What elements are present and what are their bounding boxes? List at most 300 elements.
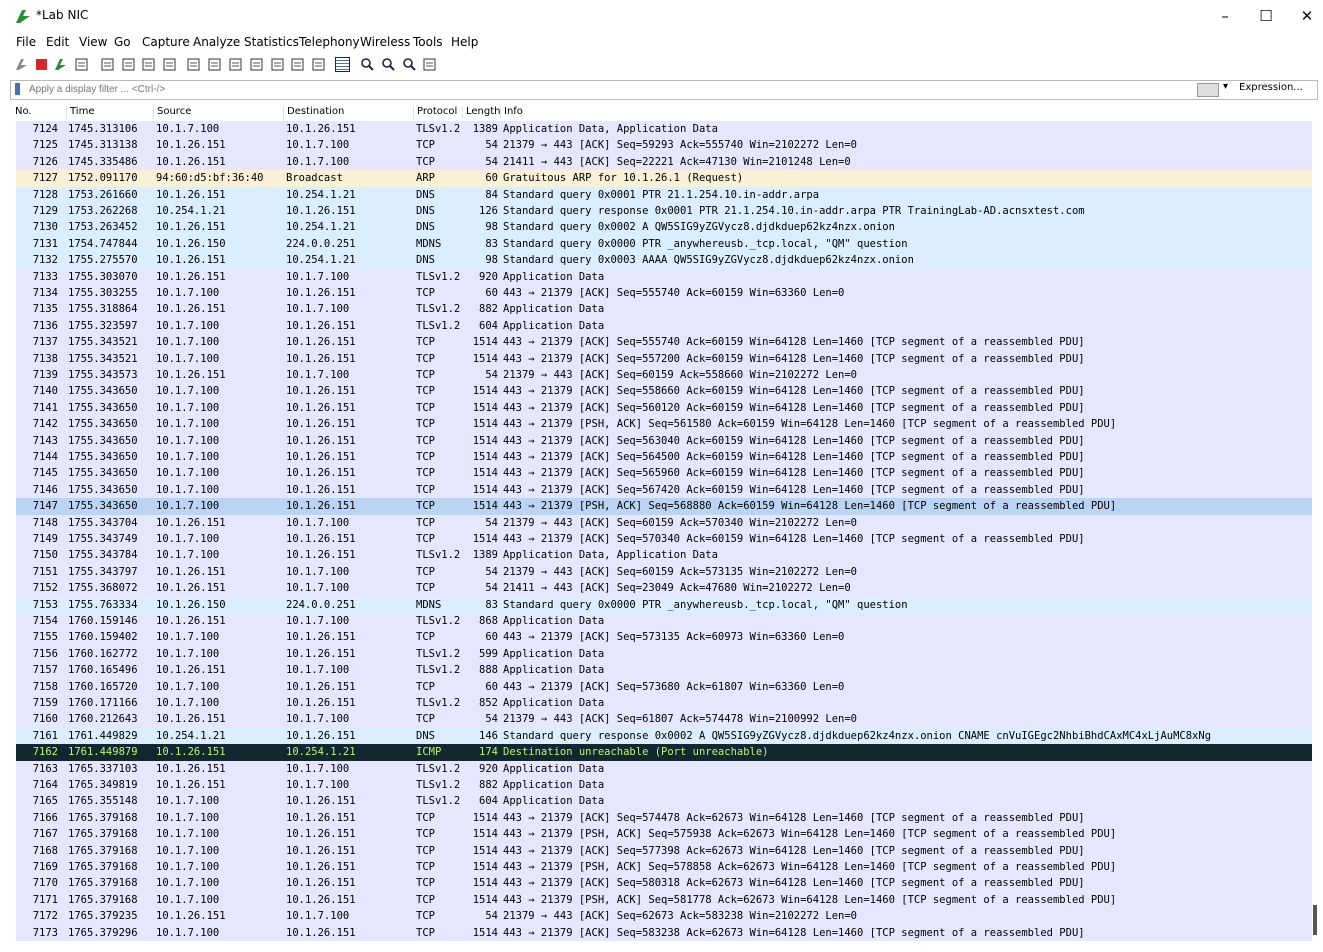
column-header-destination[interactable]: Destination (283, 106, 344, 119)
packet-number: 7137 (32, 336, 58, 349)
packet-row[interactable] (16, 236, 1312, 252)
packet-row[interactable] (16, 761, 1312, 777)
packet-source: 10.1.26.151 (156, 582, 226, 595)
packet-protocol: TCP (416, 418, 435, 431)
packet-list-header (0, 104, 1323, 121)
packet-source: 10.1.7.100 (156, 401, 220, 414)
packet-source: 10.1.7.100 (156, 451, 220, 463)
packet-time: 1755.343650 (68, 483, 138, 496)
reload-icon[interactable] (162, 57, 177, 72)
stop-icon[interactable] (34, 57, 49, 72)
packet-destination: 10.1.7.100 (286, 139, 350, 152)
packet-protocol: TLSv1.2 (416, 795, 461, 808)
packet-source: 10.1.7.100 (156, 828, 220, 841)
packet-info: 443 → 21379 [ACK] Seq=577398 Ack=62673 Win=64128 Len=1460 [TCP segment of a reassembled PDU] (503, 844, 1085, 857)
packet-info: Application Data (503, 779, 605, 791)
packet-length: 1514 (472, 401, 498, 414)
packet-time: 1755.343650 (68, 451, 138, 463)
packet-info: 443 → 21379 [ACK] Seq=573135 Ack=60973 Win=63360 Len=0 (503, 631, 845, 644)
packet-info: 443 → 21379 [ACK] Seq=564500 Ack=60159 Win=64128 Len=1460 [TCP segment of a reassembled PDU] (503, 451, 1085, 463)
filter-bookmark-icon[interactable] (15, 83, 20, 95)
packet-length: 1514 (472, 418, 498, 431)
packet-destination: 10.254.1.21 (286, 221, 356, 234)
packet-source: 10.1.7.100 (156, 385, 220, 398)
packet-number: 7164 (32, 779, 58, 791)
column-header-protocol[interactable]: Protocol (413, 106, 457, 119)
close-button[interactable]: ✕ (1300, 7, 1314, 25)
packet-length: 1514 (472, 926, 498, 939)
packet-source: 10.1.7.100 (156, 811, 220, 824)
packet-protocol: TLSv1.2 (416, 549, 461, 562)
display-filter-bar (10, 80, 1318, 100)
packet-protocol: TCP (416, 582, 435, 595)
packet-time: 1753.263452 (68, 221, 138, 234)
packet-row[interactable] (16, 498, 1312, 514)
menu-telephony[interactable]: Telephony (299, 35, 360, 49)
packet-info: 443 → 21379 [ACK] Seq=583238 Ack=62673 Win=64128 Len=1460 [TCP segment of a reassembled PDU] (503, 926, 1085, 939)
packet-number: 7141 (32, 401, 58, 414)
packet-row[interactable] (16, 416, 1312, 432)
packet-source: 10.254.1.21 (156, 729, 226, 742)
packet-info: 443 → 21379 [ACK] Seq=558660 Ack=60159 Win=64128 Len=1460 [TCP segment of a reassembled PDU] (503, 385, 1085, 398)
packet-time: 1755.323597 (68, 319, 138, 332)
packet-source: 10.1.26.151 (156, 270, 226, 283)
display-filter-input[interactable] (29, 82, 1179, 96)
packet-destination: 10.1.26.151 (286, 319, 356, 332)
packet-source: 10.1.26.151 (156, 615, 226, 627)
packet-row[interactable] (16, 170, 1312, 186)
packet-number: 7129 (32, 205, 58, 217)
packet-length: 1514 (472, 893, 498, 906)
packet-protocol: TCP (416, 680, 435, 693)
packet-number: 7153 (32, 598, 58, 611)
packet-source: 10.1.7.100 (156, 319, 220, 332)
menu-tools[interactable]: Tools (413, 35, 443, 49)
filter-history-dropdown[interactable]: ▾ (1223, 81, 1229, 92)
packet-protocol: TCP (416, 369, 435, 381)
go-first-icon[interactable] (270, 57, 285, 72)
packet-info: Standard query 0x0001 PTR 21.1.254.10.in-addr.arpa (503, 188, 820, 201)
packet-info: 443 → 21379 [PSH, ACK] Seq=568880 Ack=60159 Win=64128 Len=1460 [TCP segment of a reassembled PDU] (503, 500, 1117, 513)
packet-length: 599 (479, 647, 498, 660)
packet-destination: 10.1.7.100 (286, 910, 350, 923)
menu-help[interactable]: Help (451, 35, 479, 49)
menu-go[interactable]: Go (114, 35, 131, 49)
packet-row[interactable] (16, 646, 1312, 662)
packet-destination: Broadcast (286, 172, 343, 185)
packet-row[interactable] (16, 810, 1312, 826)
packet-info: 443 → 21379 [ACK] Seq=563040 Ack=60159 Win=64128 Len=1460 [TCP segment of a reassembled PDU] (503, 434, 1085, 447)
packet-row[interactable] (16, 695, 1312, 711)
packet-destination: 10.1.26.151 (286, 205, 356, 217)
column-header-source[interactable]: Source (153, 106, 191, 119)
packet-destination: 10.1.26.151 (286, 352, 356, 365)
packet-row[interactable] (16, 826, 1312, 842)
packet-info: 443 → 21379 [ACK] Seq=580318 Ack=62673 Win=64128 Len=1460 [TCP segment of a reassembled PDU] (503, 877, 1085, 890)
packet-protocol: DNS (416, 188, 435, 201)
open-file-icon[interactable] (100, 57, 115, 72)
packet-protocol: TCP (416, 500, 435, 513)
packet-row[interactable] (16, 564, 1312, 580)
packet-destination: 10.1.26.151 (286, 795, 356, 808)
packet-source: 10.1.26.151 (156, 910, 226, 923)
packet-row[interactable] (16, 875, 1312, 891)
packet-row[interactable] (16, 777, 1312, 793)
packet-time: 1755.343650 (68, 401, 138, 414)
packet-info: 443 → 21379 [ACK] Seq=560120 Ack=60159 Win=64128 Len=1460 [TCP segment of a reassembled PDU] (503, 401, 1085, 414)
column-header-info[interactable]: Info (500, 106, 523, 119)
packet-destination: 10.1.26.151 (286, 828, 356, 841)
packet-info: Application Data (503, 303, 605, 316)
packet-length: 174 (479, 746, 498, 759)
packet-time: 1745.313106 (68, 123, 138, 135)
packet-length: 54 (485, 565, 498, 578)
packet-destination: 10.1.7.100 (286, 713, 350, 726)
packet-row[interactable] (16, 433, 1312, 449)
apply-filter-arrow-icon[interactable] (1197, 83, 1219, 97)
packet-destination: 10.1.7.100 (286, 369, 350, 381)
main-toolbar (0, 54, 1323, 78)
packet-time: 1765.379168 (68, 811, 138, 824)
packet-info: 443 → 21379 [ACK] Seq=570340 Ack=60159 Win=64128 Len=1460 [TCP segment of a reassembled PDU] (503, 533, 1085, 545)
packet-length: 146 (479, 729, 498, 742)
title-bar (0, 0, 1323, 32)
packet-info: Standard query response 0x0002 A QW5SIG9yZGVycz8.djdkduep62kz4nzx.onion CNAME cnVuIGEgc2NhbiBhdCAxMC4xLjAuMC8xNg (503, 729, 1212, 742)
packet-time: 1760.171166 (68, 697, 138, 709)
packet-length: 54 (485, 910, 498, 923)
packet-destination: 10.1.26.151 (286, 631, 356, 644)
packet-protocol: TCP (416, 516, 435, 529)
maximize-button[interactable]: ☐ (1259, 7, 1273, 25)
packet-row[interactable] (16, 580, 1312, 596)
packet-number: 7152 (32, 582, 58, 595)
packet-time: 1755.343521 (68, 352, 138, 365)
packet-source: 10.1.26.151 (156, 516, 226, 529)
packet-row[interactable] (16, 465, 1312, 481)
packet-row[interactable] (16, 367, 1312, 383)
packet-row[interactable] (16, 908, 1312, 924)
go-last-icon[interactable] (290, 57, 305, 72)
packet-destination: 10.1.26.151 (286, 483, 356, 496)
packet-source: 10.1.26.151 (156, 779, 226, 791)
packet-number: 7124 (32, 123, 58, 135)
packet-row[interactable] (16, 252, 1312, 268)
close-file-icon[interactable] (141, 57, 156, 72)
packet-destination: 10.1.7.100 (286, 303, 350, 316)
packet-row[interactable] (16, 351, 1312, 367)
packet-row[interactable] (16, 531, 1312, 547)
packet-protocol: TCP (416, 336, 435, 349)
packet-time: 1745.313138 (68, 139, 138, 152)
column-header-length[interactable]: Length (462, 106, 501, 119)
packet-source: 10.1.26.151 (156, 762, 226, 775)
packet-time: 1755.343650 (68, 467, 138, 480)
packet-row[interactable] (16, 334, 1312, 350)
packet-info: 443 → 21379 [ACK] Seq=573680 Ack=61807 Win=63360 Len=0 (503, 680, 845, 693)
colorize-icon[interactable] (335, 57, 350, 72)
packet-source: 10.1.7.100 (156, 647, 220, 660)
packet-row[interactable] (16, 728, 1312, 744)
packet-protocol: TCP (416, 811, 435, 824)
save-file-icon[interactable] (121, 57, 136, 72)
packet-info: 21379 → 443 [ACK] Seq=61807 Ack=574478 Win=2100992 Len=0 (503, 713, 858, 726)
menu-view[interactable]: View (79, 35, 108, 49)
packet-number: 7147 (32, 500, 58, 513)
expression-button[interactable]: Expression... (1239, 82, 1303, 93)
packet-length: 868 (479, 615, 498, 627)
packet-time: 1755.275570 (68, 254, 138, 267)
packet-length: 920 (479, 270, 498, 283)
packet-destination: 10.1.26.151 (286, 697, 356, 709)
packet-protocol: MDNS (416, 237, 442, 250)
packet-time: 1765.379168 (68, 828, 138, 841)
packet-info: Application Data, Application Data (503, 549, 718, 562)
packet-row[interactable] (16, 400, 1312, 416)
packet-row[interactable] (16, 892, 1312, 908)
packet-row[interactable] (16, 203, 1312, 219)
packet-number: 7171 (32, 893, 58, 906)
packet-source: 10.1.7.100 (156, 467, 220, 480)
packet-protocol: TLSv1.2 (416, 303, 461, 316)
packet-destination: 10.1.26.151 (286, 680, 356, 693)
packet-protocol: MDNS (416, 598, 442, 611)
window-title: *Lab NIC (36, 8, 89, 22)
zoom-normal-icon[interactable] (402, 57, 417, 72)
menu-file[interactable]: File (16, 35, 37, 49)
scrollbar-thumb[interactable] (1313, 905, 1317, 935)
packet-length: 60 (485, 172, 498, 185)
packet-destination: 10.1.26.151 (286, 467, 356, 480)
go-back-icon[interactable] (207, 57, 222, 72)
packet-protocol: TCP (416, 434, 435, 447)
packet-row[interactable] (16, 547, 1312, 563)
packet-info: 21411 → 443 [ACK] Seq=23049 Ack=47680 Win=2102272 Len=0 (503, 582, 851, 595)
packet-length: 54 (485, 139, 498, 152)
packet-length: 54 (485, 713, 498, 726)
packet-number: 7127 (32, 172, 58, 185)
shark-fin-start-icon[interactable] (14, 57, 29, 72)
packet-time: 1755.343573 (68, 369, 138, 381)
packet-info: 21379 → 443 [ACK] Seq=59293 Ack=555740 Win=2102272 Len=0 (503, 139, 858, 152)
packet-row[interactable] (16, 187, 1312, 203)
packet-destination: 10.1.26.151 (286, 287, 356, 299)
go-to-packet-icon[interactable] (249, 57, 264, 72)
packet-time: 1765.379235 (68, 910, 138, 923)
packet-time: 1755.343749 (68, 533, 138, 545)
packet-number: 7151 (32, 565, 58, 578)
go-forward-icon[interactable] (228, 57, 243, 72)
packet-number: 7125 (32, 139, 58, 152)
packet-time: 1755.343650 (68, 385, 138, 398)
packet-source: 10.1.26.151 (156, 155, 226, 168)
packet-row[interactable] (16, 285, 1312, 301)
packet-source: 10.1.26.150 (156, 237, 226, 250)
packet-source: 10.1.7.100 (156, 418, 220, 431)
packet-row[interactable] (16, 137, 1312, 153)
packet-protocol: TCP (416, 910, 435, 923)
menu-edit[interactable]: Edit (46, 35, 70, 49)
packet-destination: 10.1.7.100 (286, 664, 350, 677)
packet-info: 443 → 21379 [ACK] Seq=567420 Ack=60159 Win=64128 Len=1460 [TCP segment of a reassembled PDU] (503, 483, 1085, 496)
packet-length: 1514 (472, 434, 498, 447)
packet-number: 7143 (32, 434, 58, 447)
packet-source: 10.1.26.151 (156, 746, 226, 759)
menu-wireless[interactable]: Wireless (360, 35, 411, 49)
packet-length: 1514 (472, 844, 498, 857)
packet-destination: 10.1.26.151 (286, 647, 356, 660)
packet-number: 7128 (32, 188, 58, 201)
packet-source: 10.1.7.100 (156, 631, 220, 644)
zoom-in-icon[interactable] (360, 57, 375, 72)
packet-info: Standard query 0x0000 PTR _anywhereusb._tcp.local, "QM" question (503, 598, 908, 611)
packet-row[interactable] (16, 318, 1312, 334)
menu-capture[interactable]: Capture (142, 35, 190, 49)
packet-number: 7157 (32, 664, 58, 677)
packet-length: 1514 (472, 352, 498, 365)
packet-time: 1765.379296 (68, 926, 138, 939)
packet-row[interactable] (16, 613, 1312, 629)
packet-number: 7145 (32, 467, 58, 480)
packet-row[interactable] (16, 515, 1312, 531)
packet-protocol: ICMP (416, 746, 442, 759)
packet-source: 10.1.7.100 (156, 549, 220, 562)
packet-row[interactable] (16, 301, 1312, 317)
packet-row[interactable] (16, 679, 1312, 695)
packet-number: 7170 (32, 877, 58, 890)
packet-number: 7168 (32, 844, 58, 857)
packet-time: 1760.165720 (68, 680, 138, 693)
packet-time: 1755.343797 (68, 565, 138, 578)
packet-protocol: ARP (416, 172, 435, 185)
autoscroll-icon[interactable] (311, 57, 326, 72)
packet-protocol: DNS (416, 221, 435, 234)
packet-destination: 10.1.26.151 (286, 434, 356, 447)
packet-row[interactable] (16, 449, 1312, 465)
packet-time: 1752.091170 (68, 172, 138, 185)
packet-length: 1514 (472, 500, 498, 513)
packet-destination: 10.1.26.151 (286, 877, 356, 890)
packet-destination: 10.1.26.151 (286, 926, 356, 939)
packet-number: 7140 (32, 385, 58, 398)
packet-time: 1760.165496 (68, 664, 138, 677)
packet-protocol: TCP (416, 139, 435, 152)
menu-analyze[interactable]: Analyze (193, 35, 241, 49)
packet-source: 10.1.26.151 (156, 139, 226, 152)
packet-source: 10.1.26.151 (156, 254, 226, 267)
find-icon[interactable] (186, 57, 201, 72)
packet-row[interactable] (16, 121, 1312, 137)
packet-source: 10.1.26.151 (156, 188, 226, 201)
packet-protocol: TCP (416, 155, 435, 168)
packet-number: 7130 (32, 221, 58, 234)
packet-protocol: TLSv1.2 (416, 647, 461, 660)
packet-time: 1760.162772 (68, 647, 138, 660)
resize-columns-icon[interactable] (422, 57, 437, 72)
packet-row[interactable] (16, 629, 1312, 645)
packet-protocol: TCP (416, 401, 435, 414)
packet-destination: 10.1.7.100 (286, 582, 350, 595)
packet-protocol: TLSv1.2 (416, 664, 461, 677)
packet-destination: 10.254.1.21 (286, 254, 356, 267)
packet-time: 1765.355148 (68, 795, 138, 808)
packet-info: 21411 → 443 [ACK] Seq=22221 Ack=47130 Win=2101248 Len=0 (503, 155, 851, 168)
packet-number: 7169 (32, 861, 58, 873)
packet-destination: 10.1.26.151 (286, 533, 356, 545)
packet-length: 882 (479, 779, 498, 791)
packet-row[interactable] (16, 711, 1312, 727)
packet-row[interactable] (16, 154, 1312, 170)
packet-number: 7163 (32, 762, 58, 775)
packet-info: Application Data (503, 319, 605, 332)
packet-time: 1755.343521 (68, 336, 138, 349)
packet-row[interactable] (16, 662, 1312, 678)
packet-row[interactable] (16, 482, 1312, 498)
vertical-scrollbar[interactable] (1312, 121, 1323, 952)
packet-protocol: TCP (416, 451, 435, 463)
packet-row[interactable] (16, 219, 1312, 235)
packet-protocol: DNS (416, 205, 435, 217)
restart-icon[interactable] (53, 57, 68, 72)
packet-row[interactable] (16, 843, 1312, 859)
packet-info: Standard query 0x0000 PTR _anywhereusb._tcp.local, "QM" question (503, 237, 908, 250)
packet-row[interactable] (16, 859, 1312, 875)
packet-row[interactable] (16, 744, 1312, 760)
packet-row[interactable] (16, 269, 1312, 285)
packet-source: 94:60:d5:bf:36:40 (156, 172, 264, 185)
packet-destination: 10.1.26.151 (286, 385, 356, 398)
packet-number: 7149 (32, 533, 58, 545)
packet-destination: 10.1.26.151 (286, 451, 356, 463)
packet-number: 7148 (32, 516, 58, 529)
packet-row[interactable] (16, 925, 1312, 941)
packet-time: 1765.379168 (68, 861, 138, 873)
packet-length: 1514 (472, 811, 498, 824)
packet-number: 7133 (32, 270, 58, 283)
zoom-out-icon[interactable] (381, 57, 396, 72)
packet-info: Destination unreachable (Port unreachable) (503, 746, 769, 759)
packet-info: Standard query response 0x0001 PTR 21.1.254.10.in-addr.arpa PTR TrainingLab-AD.acnsxtest.com (503, 205, 1085, 217)
packet-row[interactable] (16, 597, 1312, 613)
packet-time: 1761.449829 (68, 729, 138, 742)
packet-destination: 10.1.26.151 (286, 500, 356, 513)
minimize-button[interactable]: – (1221, 7, 1229, 25)
packet-time: 1755.343650 (68, 434, 138, 447)
menu-statistics[interactable]: Statistics (244, 35, 299, 49)
packet-length: 920 (479, 762, 498, 775)
packet-number: 7131 (32, 237, 58, 250)
options-gear-icon[interactable] (74, 57, 89, 72)
packet-info: Application Data, Application Data (503, 123, 718, 135)
column-header-time[interactable]: Time (66, 106, 94, 119)
packet-length: 60 (485, 287, 498, 299)
packet-info: 443 → 21379 [PSH, ACK] Seq=581778 Ack=62673 Win=64128 Len=1460 [TCP segment of a reassembled PDU] (503, 893, 1117, 906)
packet-protocol: TLSv1.2 (416, 779, 461, 791)
packet-source: 10.1.7.100 (156, 483, 220, 496)
packet-source: 10.1.7.100 (156, 795, 220, 808)
packet-time: 1755.318864 (68, 303, 138, 316)
packet-time: 1753.262268 (68, 205, 138, 217)
packet-row[interactable] (16, 793, 1312, 809)
packet-time: 1755.303070 (68, 270, 138, 283)
packet-length: 98 (485, 254, 498, 267)
packet-length: 1514 (472, 828, 498, 841)
packet-length: 54 (485, 369, 498, 381)
packet-number: 7156 (32, 647, 58, 660)
packet-protocol: TLSv1.2 (416, 270, 461, 283)
packet-row[interactable] (16, 383, 1312, 399)
packet-source: 10.1.7.100 (156, 680, 220, 693)
column-header-no[interactable]: No. (15, 106, 32, 117)
